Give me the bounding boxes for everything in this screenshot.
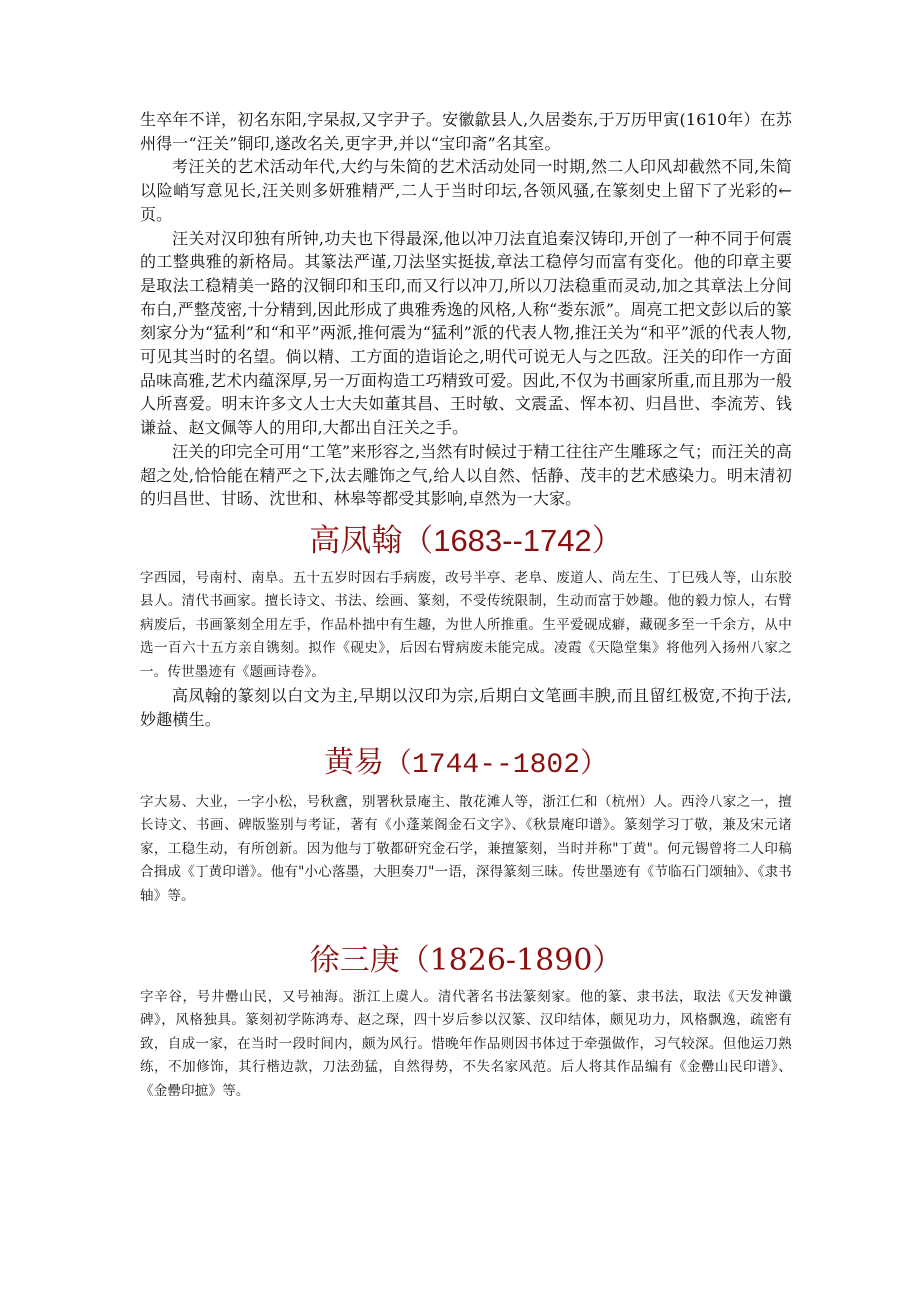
- section-huang-yi: [140, 740, 792, 908]
- section-gao-fenghan: [140, 515, 792, 732]
- paragraph-huang-yi-bio: 字大易、大业，一字小松，号秋盦，别署秋景庵主、散花滩人等，浙江仁和（杭州）人。西泠八家之一，擅长诗文、书画、碑版鉴别与考证，著有《小蓬莱阁金石文字》、《秋景庵印谱》。篆刻学习丁敬，兼及宋元诸家，工稳生动，有所创新。因为他与丁敬都研究金石学，兼擅篆刻，当时并称"丁黄"。何元锡曾将二人印稿合揖成《丁黄印谱》。他有"小心落墨，大胆奏刀"一语，深得篆刻三昧。传世墨迹有《节临石门颂轴》、《隶书轴》等。: [140, 793, 792, 904]
- paragraph-gao-fenghan-comment: 高凤翰的篆刻以白文为主,早期以汉印为宗,后期白文笔画丰腴,而且留红极宽,不拘于法,妙趣横生。: [140, 685, 792, 729]
- heading-xu-sangeng-name: 徐三庚: [309, 943, 400, 979]
- heading-xu-sangeng-years: （1826-1890）: [399, 943, 623, 979]
- paragraph-xu-sangeng-bio: 字辛谷，号井罍山民，又号袖海。浙江上虞人。清代著名书法篆刻家。他的篆、隶书法，取法《天发神谶碑》，风格独具。篆刻初学陈鸿寿、赵之琛，四十岁后参以汉篆、汉印结体，颇见功力，风格飘逸，疏密有致，自成一家，在当时一段时间内，颇为风行。惜晚年作品则因书体过于牵强做作，习气较深。但他运刀熟练，不加修饰，其行楷边款，刀法劲猛，自然得势，不失名家风范。后人将其作品编有《金罍山民印谱》、《金罍印摭》等。: [140, 989, 792, 1099]
- heading-gao-fenghan-name: 高凤翰: [309, 522, 403, 559]
- heading-xu-sangeng: [140, 938, 792, 984]
- paragraph-wang-guan-summary: 汪关的印完全可用“工笔”来形容之,当然有时候过于精工往往产生雕琢之气；而汪关的高超之处,恰恰能在精严之下,汰去雕饰之气,给人以自然、恬静、茂丰的艺术感染力。明末清初的归昌世、甘旸、沈世和、林皋等都受其影响,卓然为一大家。: [140, 441, 792, 509]
- paragraph-gao-fenghan-bio: 字西园，号南村、南阜。五十五岁时因右手病废，改号半亭、老阜、废道人、尚左生、丁巳残人等，山东胶县人。清代书画家。擅长诗文、书法、绘画、篆刻，不受传统限制，生动而富于妙趣。他的毅力惊人，右臂病废后，书画篆刻全用左手，作品朴拙中有生趣，为世人所推重。生平爱砚成癖，藏砚多至一千余方，从中选一百六十五方亲自镌刻。拟作《砚史》，后因右臂病废未能完成。凌霞《天隐堂集》将他列入扬州八家之一。传世墨迹有《题画诗卷》。: [140, 569, 792, 680]
- heading-gao-fenghan-years: （1683--1742）: [402, 522, 623, 558]
- paragraph-wang-guan-style: 汪关对汉印独有所钟,功夫也下得最深,他以冲刀法直追秦汉铸印,开创了一种不同于何震的工整典雅的新格局。其篆法严谨,刀法坚实挺拔,章法工稳停匀而富有变化。他的印章主要是取法工稳精美一路的汉铜印和玉印,而又行以冲刀,所以刀法稳重而灵动,加之其章法上分间布白,严整茂密,十分精到,因此形成了典雅秀逸的风格,人称“娄东派”。周亮工把文彭以后的篆刻家分为“猛利”和“和平”两派,推何震为“猛利”派的代表人物,推汪关为“和平”派的代表人物,可见其当时的名望。倘以精、工方面的造诣论之,明代可说无人与之匹敌。汪关的印作一方面品味高雅,艺术内蕴深厚,另一万面构造工巧精致可爱。因此,不仅为书画家所重,而且那为一般人所喜爱。明末许多文人士大夫如董其昌、王时敏、文震孟、恽本初、归昌世、李流芳、钱谦益、赵文佩等人的用印,大都出自汪关之手。: [140, 228, 792, 438]
- paragraph-wang-guan-intro: 生卒年不详，初名东阳,字杲叔,又字尹子。安徽歙县人,久居娄东,于万历甲寅(1610年）在苏州得一“汪关”铜印,遂改名关,更字尹,并以“宝印斋”名其室。: [140, 110, 792, 153]
- paragraph-wang-guan-era: 考汪关的艺术活动年代,大约与朱简的艺术活动处同一时期,然二人印风却截然不同,朱简以险峭写意见长,汪关则多妍雅精严,二人于当时印坛,各领风骚,在篆刻史上留下了光彩的←页。: [140, 157, 792, 224]
- section-wang-guan: [140, 108, 792, 511]
- heading-huang-yi: [140, 740, 792, 789]
- heading-gao-fenghan: [140, 515, 792, 567]
- document-page: [140, 108, 792, 1103]
- section-xu-sangeng: [140, 938, 792, 1103]
- heading-huang-yi-years: （1744--1802）: [383, 749, 609, 781]
- heading-huang-yi-name: 黄易: [323, 744, 384, 780]
